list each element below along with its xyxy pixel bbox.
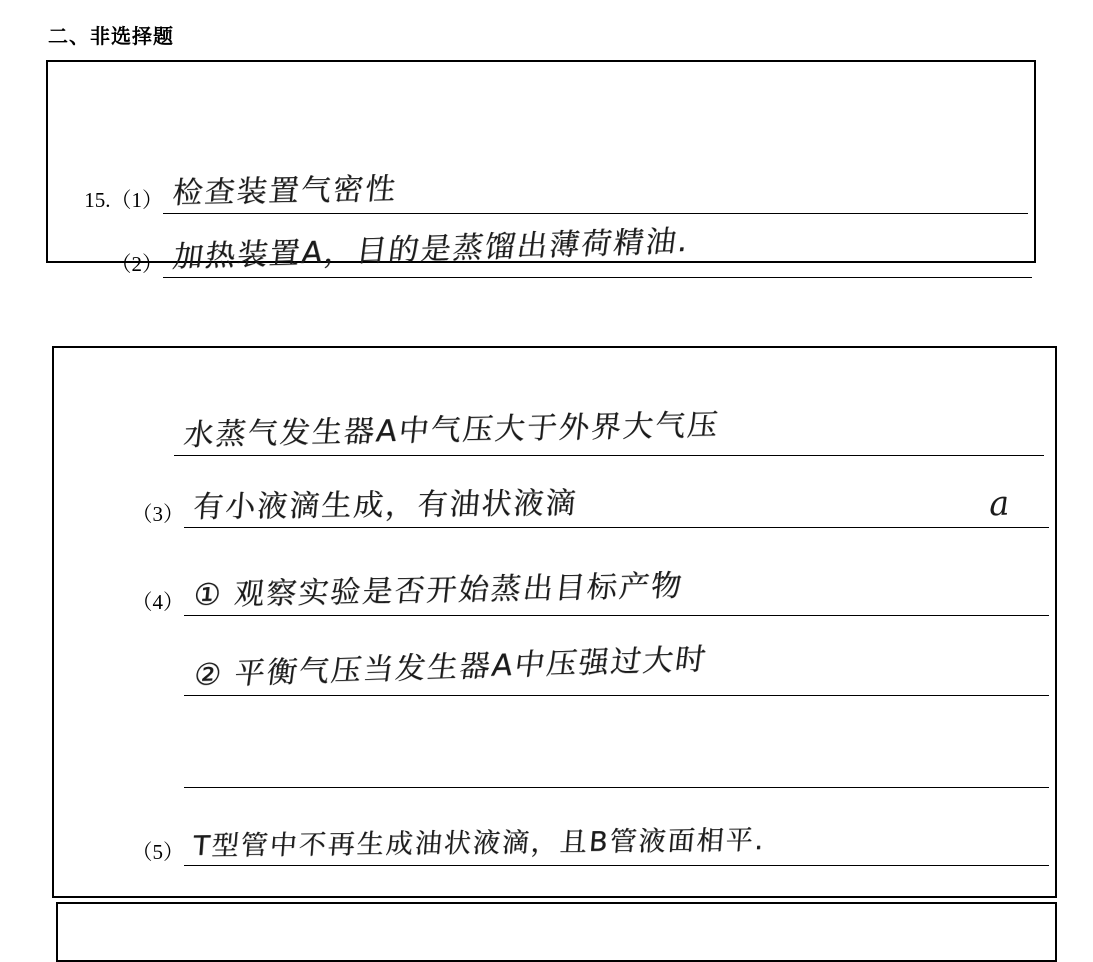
handwritten-answer: ① 观察实验是否开始蒸出目标产物	[191, 568, 685, 613]
answer-box-2	[52, 346, 1057, 898]
handwritten-mark: a	[987, 483, 1011, 525]
answer-line[interactable]	[184, 820, 1049, 866]
answer-row	[58, 223, 1032, 278]
handwritten-answer: 水蒸气发生器A中气压大于外界大气压	[181, 407, 722, 453]
question-number-label: 15.（1）	[84, 188, 163, 212]
question-number-label: （4）	[131, 590, 184, 614]
answer-line[interactable]	[184, 746, 1049, 788]
handwritten-answer: ② 平衡气压当发生器A中压强过大时	[191, 641, 710, 693]
answer-row	[114, 570, 1049, 616]
answer-row	[114, 482, 1049, 528]
answer-box-3	[56, 902, 1057, 962]
answer-line[interactable]	[184, 641, 1049, 696]
page-title: 二、非选择题	[48, 26, 174, 48]
answer-line[interactable]	[174, 407, 1044, 456]
answer-row-empty	[184, 746, 1049, 788]
answer-row	[174, 407, 1044, 456]
question-number-label: （3）	[131, 502, 184, 526]
answer-line[interactable]	[184, 482, 1049, 528]
question-number-label: （2）	[110, 252, 163, 276]
handwritten-answer: 加热装置A，目的是蒸馏出薄荷精油.	[170, 223, 692, 275]
answer-row	[58, 170, 1028, 214]
answer-row	[114, 820, 1049, 866]
handwritten-answer: 检查装置气密性	[170, 171, 399, 211]
handwritten-answer: T型管中不再生成油状液滴，且B管液面相平.	[191, 824, 767, 862]
question-number-label: （5）	[131, 840, 184, 864]
answer-box-1	[46, 60, 1036, 276]
handwritten-answer: 有小液滴生成，有油状液滴	[191, 485, 579, 525]
answer-row	[184, 641, 1049, 696]
answer-line[interactable]	[184, 570, 1049, 616]
answer-line[interactable]	[163, 170, 1028, 214]
answer-line[interactable]	[163, 223, 1032, 278]
